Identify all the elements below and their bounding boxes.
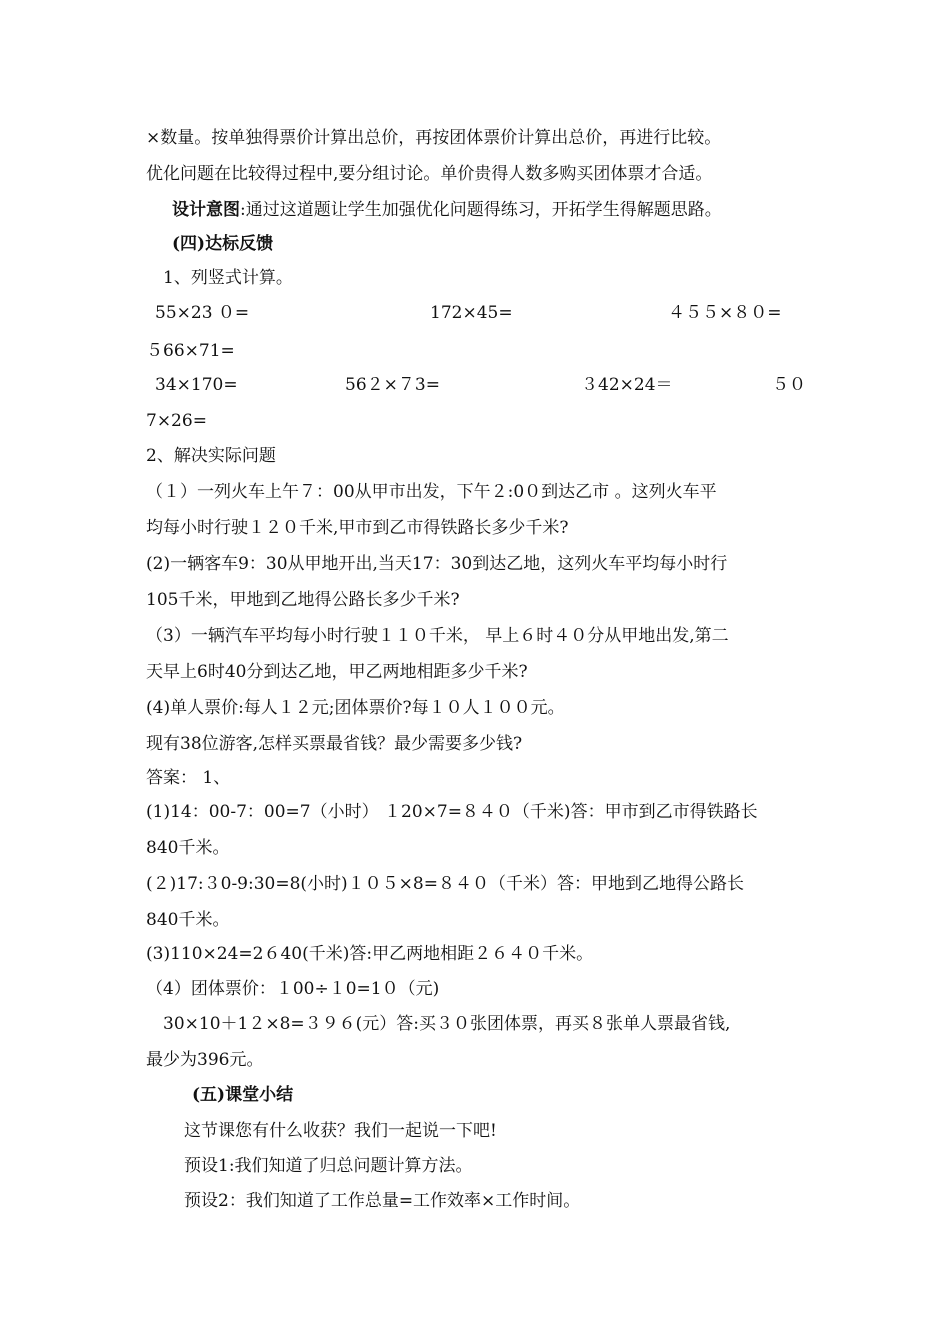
calc-item: 56２×７3= <box>345 375 440 395</box>
answer-heading: 答案： 1、 <box>146 768 231 788</box>
design-intent-label: 设计意图 <box>172 200 240 220</box>
problem-line: （１）一列火车上午７：00从甲市出发，下午２:0０到达乙市 。这列火车平 <box>146 482 717 502</box>
section-heading-4: (四)达标反馈 <box>172 234 274 254</box>
summary-line: 预设2：我们知道了工作总量=工作效率×工作时间。 <box>184 1191 581 1211</box>
question-2-title: 2、解决实际问题 <box>146 446 276 466</box>
paragraph-line: 优化问题在比较得过程中,要分组讨论。单价贵得人数多购买团体票才合适。 <box>146 164 713 184</box>
answer-line: 840千米。 <box>146 910 230 930</box>
design-intent-text: :通过这道题让学生加强优化问题得练习，开拓学生得解题思路。 <box>240 200 722 220</box>
calc-item: ３42×24＝ <box>581 375 673 395</box>
paragraph-line: ×数量。按单独得票价计算出总价，再按团体票价计算出总价，再进行比较。 <box>146 128 722 148</box>
calc-item: ４５５×８０= <box>668 303 782 323</box>
problem-line: 均每小时行驶１２０千米,甲市到乙市得铁路长多少千米? <box>146 518 569 538</box>
calc-item: 34×170= <box>155 375 238 395</box>
calc-item: ５０ <box>772 375 806 395</box>
section-heading-5: (五)课堂小结 <box>192 1085 294 1105</box>
answer-line: （4）团体票价：１00÷１0=1０（元) <box>146 979 440 999</box>
problem-line: （3）一辆汽车平均每小时行驶１１０千米， 早上６时４０分从甲地出发,第二 <box>146 626 729 646</box>
problem-line: 天早上6时40分到达乙地，甲乙两地相距多少千米? <box>146 662 528 682</box>
problem-line: (4)单人票价:每人１２元;团体票价?每１０人１００元。 <box>146 698 565 718</box>
calc-item: 55×23 ０= <box>155 303 250 323</box>
calc-item: 172×45= <box>430 303 513 323</box>
problem-line: 105千米，甲地到乙地得公路长多少千米? <box>146 590 460 610</box>
calc-item: 7×26= <box>146 411 207 431</box>
problem-line: 现有38位游客,怎样买票最省钱？最少需要多少钱? <box>146 734 523 754</box>
answer-line: (3)110×24=2６40(千米)答:甲乙两地相距２６４０千米。 <box>146 944 594 964</box>
answer-line: 最少为396元。 <box>146 1050 264 1070</box>
answer-line: 30×10＋1２×8=３９６(元）答:买３０张团体票，再买８张单人票最省钱, <box>163 1014 731 1034</box>
summary-line: 这节课您有什么收获？我们一起说一下吧! <box>184 1121 497 1141</box>
question-1-title: 1、列竖式计算。 <box>163 268 293 288</box>
answer-line: 840千米。 <box>146 838 230 858</box>
answer-line: (２)17:３0-9:30=8(小时)１０５×8=８４０（千米）答：甲地到乙地得公路长 <box>146 874 744 894</box>
summary-line: 预设1:我们知道了归总问题计算方法。 <box>184 1156 473 1176</box>
problem-line: (2)一辆客车9：30从甲地开出,当天17：30到达乙地，这列火车平均每小时行 <box>146 554 728 574</box>
design-intent-line <box>172 199 722 221</box>
calc-item: ５66×71= <box>146 341 235 361</box>
answer-line: (1)14：00-7：00=7（小时） １20×7=８４０（千米)答：甲市到乙市得铁路长 <box>146 802 758 822</box>
